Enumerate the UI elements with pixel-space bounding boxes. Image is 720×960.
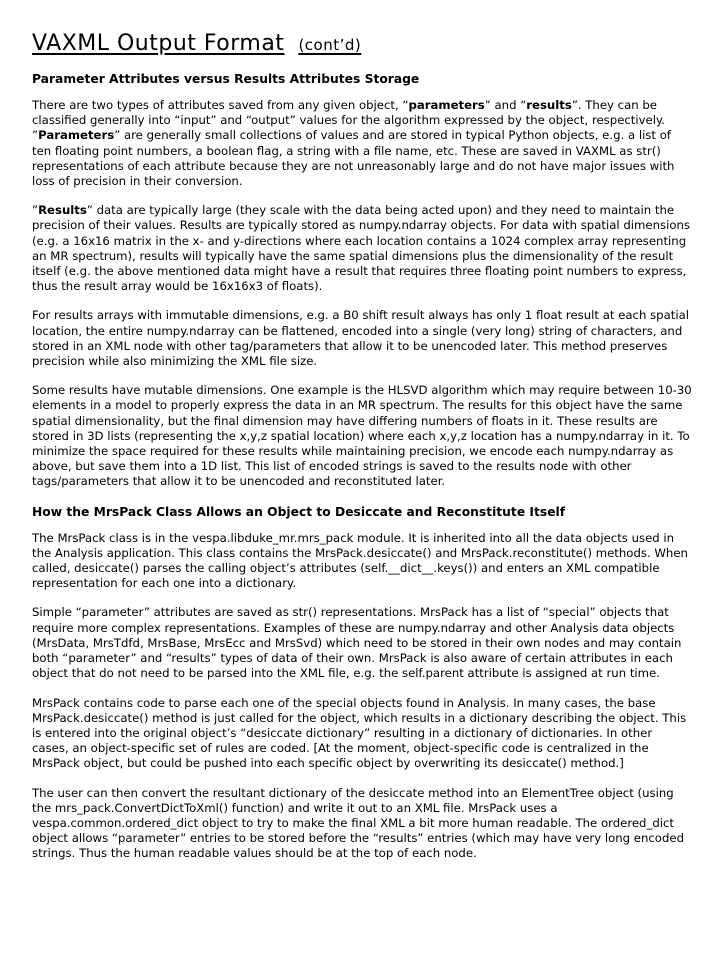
- title-text: VAXML Output Format: [32, 31, 285, 56]
- section-heading: Parameter Attributes versus Results Attributes Storage: [32, 72, 420, 86]
- page-title: [32, 30, 692, 59]
- paragraph: For results arrays with immutable dimensions, e.g. a B0 shift result always has only 1 float result at each spatial location, the entire numpy.ndarray can be flattened, encoded into a single (very long) string of characters, and stored in an XML node with other tag/parameters that allow it to be unencoded later. This method preserves precision while also minimizing the XML file size.: [32, 308, 689, 369]
- section-storage: [32, 71, 692, 490]
- title-suffix: (cont’d): [298, 36, 362, 54]
- document-page: [32, 30, 692, 876]
- paragraph: Simple “parameter” attributes are saved as str() representations. MrsPack has a list of “special” objects that require more complex representations. Examples of these are numpy.ndarray and other Analysis data objects (MrsData, MrsTdfd, MrsBase, MrsEcc and MrsSvd) which need to be stored in their own nodes and may contain both “parameter” and “results” types of data of their own. MrsPack is also aware of certain attributes in each object that do not need to be parsed into the XML file, e.g. the self.parent attribute is assigned at run time.: [32, 605, 682, 681]
- paragraph: There are two types of attributes saved from any given object, “parameters” and “results”. They can be classified generally into “input” and “output” values for the algorithm expressed by the object, respectively. ”Parameters” are generally small collections of values and are stored in typical Python objects, e.g. a list of ten floating point numbers, a boolean flag, a string with a file name, etc. These are saved in VAXML as str() representations of each attribute because they are not unreasonably large and do not have major issues with loss of precision in their conversion.: [32, 98, 675, 189]
- paragraph: Some results have mutable dimensions. One example is the HLSVD algorithm which may require between 10-30 elements in a model to properly express the data in an MR spectrum. The results for this object have the same spatial dimensionality, but the final dimension may have differing numbers of floats in it. These results are stored in 3D lists (representing the x,y,z spatial location) where each x,y,z location has a numpy.ndarray in it. To minimize the space required for these results while maintaining precision, we encode each numpy.ndarray as above, but save them into a 1D list. This list of encoded strings is saved to the results node with other tags/parameters that allow it to be unencoded and reconstituted later.: [32, 383, 692, 489]
- paragraph: MrsPack contains code to parse each one of the special objects found in Analysis. In many cases, the base MrsPack.desiccate() method is just called for the object, which results in a dictionary describing the object. This is entered into the original object’s “desiccate dictionary” resulting in a dictionary of dictionaries. In other cases, an object-specific set of rules are coded. [At the moment, object-specific code is centralized in the MrsPack object, but could be pushed into each specific object by overwriting its desiccate() method.]: [32, 695, 687, 771]
- paragraph: The user can then convert the resultant dictionary of the desiccate method into an ElementTree object (using the mrs_pack.ConvertDictToXml() function) and write it out to an XML file. MrsPack uses a vespa.common.ordered_dict object to try to make the final XML a bit more human readable. The ordered_dict object allows “parameter” entries to be stored before the “results” entries (which may have very long encoded strings. Thus the human readable values should be at the top of each node.: [32, 785, 684, 861]
- section-heading: How the MrsPack Class Allows an Object to Desiccate and Reconstitute Itself: [32, 504, 566, 519]
- section-mrspack: [32, 504, 692, 862]
- paragraph: ”Results” data are typically large (they scale with the data being acted upon) and they need to maintain the precision of their values. Results are typically stored as numpy.ndarray objects. For data with spatial dimensions (e.g. a 16x16 matrix in the x- and y-directions where each location contains a 1024 complex array representing an MR spectrum), results will typically have the same spatial dimensions plus the dimensionality of the result itself (e.g. the above mentioned data might have a result that requires three floating point numbers to express, thus the result array would be 16x16x3 of floats).: [32, 203, 690, 294]
- paragraph: The MrsPack class is in the vespa.libduke_mr.mrs_pack module. It is inherited into all the data objects used in the Analysis application. This class contains the MrsPack.desiccate() and MrsPack.reconstitute() methods. When called, desiccate() parses the calling object’s attributes (self.__dict__.keys()) and enters an XML compatible representation for each one into a dictionary.: [32, 530, 688, 591]
